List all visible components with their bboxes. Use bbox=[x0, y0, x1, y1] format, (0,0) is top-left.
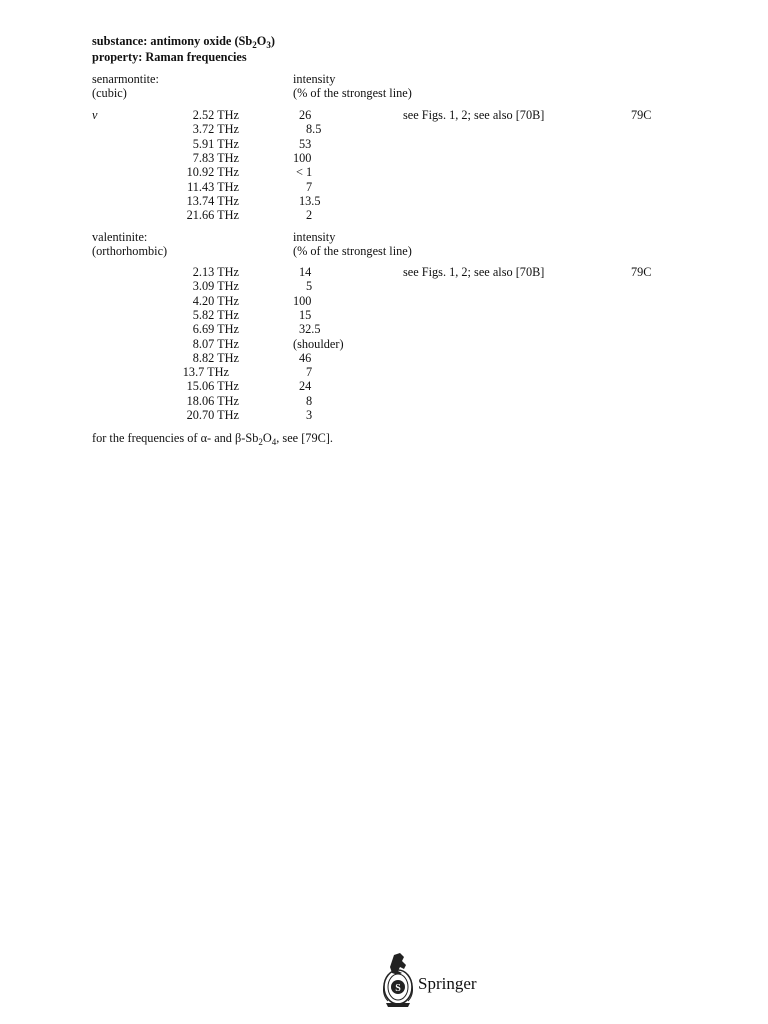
intensity-value: 5 bbox=[306, 279, 313, 294]
table-row bbox=[0, 265, 768, 279]
property-title: property: Raman frequencies bbox=[92, 50, 247, 64]
senarmontite-intensity-unit: (% of the strongest line) bbox=[293, 86, 412, 100]
senarmontite-ref-code: 79C bbox=[631, 108, 652, 122]
frequency-value: 7.83 THz bbox=[192, 150, 239, 165]
intensity-value: 24 bbox=[299, 379, 312, 394]
valentinite-reference-note: see Figs. 1, 2; see also [70B] bbox=[403, 265, 545, 279]
intensity-value: 3 bbox=[306, 408, 313, 422]
frequency-value: 2.52 THz bbox=[192, 108, 239, 122]
intensity-value: 7 bbox=[306, 179, 313, 194]
intensity-value: 100 bbox=[293, 150, 312, 165]
springer-knight-icon bbox=[380, 951, 416, 1009]
frequency-value: 10.92 THz bbox=[186, 165, 239, 180]
substance-mid: O bbox=[256, 34, 267, 48]
frequency-value: 8.82 THz bbox=[192, 350, 239, 365]
footnote-sub2: 4 bbox=[271, 437, 277, 447]
intensity-value: 8.5 bbox=[306, 122, 322, 137]
footnote bbox=[92, 431, 333, 445]
intensity-value: 100 bbox=[293, 293, 312, 308]
intensity-value: 26 bbox=[299, 108, 312, 122]
table-row bbox=[0, 294, 768, 308]
table-row bbox=[0, 351, 768, 365]
substance-sub2: 3 bbox=[266, 40, 271, 50]
table-row bbox=[0, 137, 768, 151]
table-row bbox=[0, 379, 768, 393]
senarmontite-name: senarmontite: bbox=[92, 72, 159, 86]
valentinite-intensity-unit: (% of the strongest line) bbox=[293, 244, 412, 258]
frequency-value: 2.13 THz bbox=[192, 265, 239, 279]
senarmontite-system: (cubic) bbox=[92, 86, 127, 100]
substance-suffix: ) bbox=[270, 34, 275, 48]
table-row bbox=[0, 337, 768, 351]
frequency-value: 13.7 THz bbox=[182, 365, 229, 380]
frequency-value: 5.91 THz bbox=[192, 136, 239, 151]
svg-text:S: S bbox=[395, 983, 401, 994]
substance-sub1: 2 bbox=[252, 40, 257, 50]
intensity-value: 15 bbox=[299, 307, 312, 322]
footnote-and: - and bbox=[207, 431, 236, 445]
intensity-value: 2 bbox=[306, 208, 313, 223]
intensity-value: 46 bbox=[299, 350, 312, 365]
frequency-value: 4.20 THz bbox=[192, 293, 239, 308]
intensity-value: (shoulder) bbox=[293, 336, 344, 351]
footnote-sub1: 2 bbox=[258, 437, 263, 447]
springer-logo bbox=[380, 951, 490, 1011]
frequency-value: 18.06 THz bbox=[186, 393, 239, 408]
intensity-value: 32.5 bbox=[299, 322, 321, 337]
intensity-value: 14 bbox=[299, 265, 312, 279]
frequency-value: 5.82 THz bbox=[192, 307, 239, 322]
valentinite-intensity-heading: intensity bbox=[293, 230, 336, 244]
table-row bbox=[0, 394, 768, 408]
table-row bbox=[0, 279, 768, 293]
frequency-value: 3.09 THz bbox=[192, 279, 239, 294]
table-row bbox=[0, 208, 768, 222]
intensity-value: 8 bbox=[306, 393, 313, 408]
footnote-suffix: , see [79C]. bbox=[276, 431, 333, 445]
footnote-compound-b: O bbox=[262, 431, 272, 445]
senarmontite-reference-note: see Figs. 1, 2; see also [70B] bbox=[403, 108, 545, 122]
intensity-value: 7 bbox=[306, 365, 313, 380]
frequency-value: 6.69 THz bbox=[192, 322, 239, 337]
substance-prefix: substance: antimony oxide (Sb bbox=[92, 34, 253, 48]
frequency-value: 11.43 THz bbox=[187, 179, 239, 194]
valentinite-name: valentinite: bbox=[92, 230, 148, 244]
intensity-value: 13.5 bbox=[299, 193, 321, 208]
substance-title bbox=[92, 34, 275, 49]
frequency-value: 20.70 THz bbox=[186, 408, 239, 422]
table-row bbox=[0, 322, 768, 336]
intensity-value: 53 bbox=[299, 136, 312, 151]
senarmontite-intensity-heading: intensity bbox=[293, 72, 336, 86]
table-row bbox=[0, 151, 768, 165]
footnote-prefix: for the frequencies of bbox=[92, 431, 201, 445]
springer-wordmark: Springer bbox=[418, 974, 477, 993]
frequency-value: 13.74 THz bbox=[186, 193, 239, 208]
table-row bbox=[0, 308, 768, 322]
table-row bbox=[0, 180, 768, 194]
valentinite-system: (orthorhombic) bbox=[92, 244, 168, 258]
footnote-beta: β bbox=[235, 431, 242, 445]
frequency-value: 3.72 THz bbox=[192, 122, 239, 137]
frequency-value: 8.07 THz bbox=[192, 336, 239, 351]
footnote-alpha: α bbox=[200, 431, 208, 445]
table-row bbox=[0, 408, 768, 422]
table-row bbox=[0, 108, 768, 122]
table-row bbox=[0, 365, 768, 379]
intensity-value: < 1 bbox=[296, 165, 313, 180]
table-row bbox=[0, 194, 768, 208]
frequency-value: 21.66 THz bbox=[186, 208, 239, 223]
table-row bbox=[0, 165, 768, 179]
frequency-value: 15.06 THz bbox=[186, 379, 239, 394]
footnote-compound-a: -Sb bbox=[241, 431, 259, 445]
valentinite-ref-code: 79C bbox=[631, 265, 652, 279]
table-row bbox=[0, 122, 768, 136]
frequency-symbol: ν bbox=[92, 108, 98, 122]
